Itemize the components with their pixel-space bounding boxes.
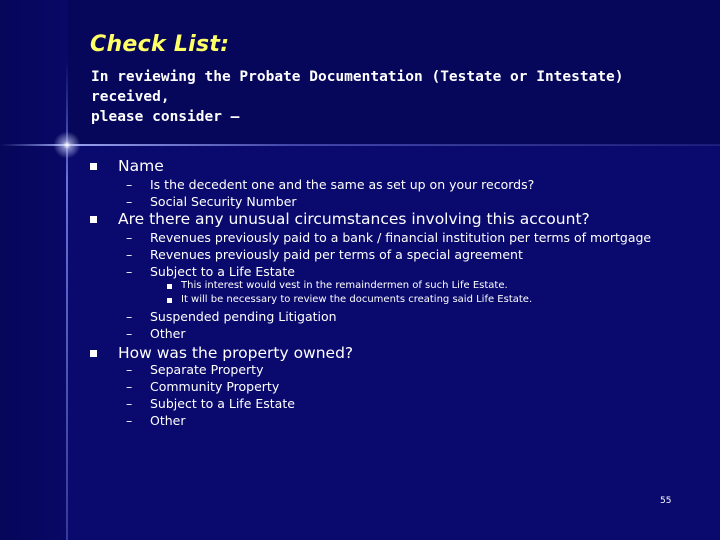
dash-marker: – (126, 413, 133, 428)
square-bullet-icon (90, 350, 97, 357)
sub-item: Subject to a Life Estate (150, 396, 295, 411)
sub-item: Revenues previously paid to a bank / financial institution per terms of mortgage (150, 230, 652, 245)
square-bullet-icon (90, 163, 97, 170)
list-item: Name (118, 157, 164, 175)
dash-marker: – (126, 396, 133, 411)
subtitle-line: In reviewing the Probate Documentation (Testate or Intestate) (91, 69, 624, 85)
dash-marker: – (126, 326, 133, 341)
dash-marker: – (126, 177, 133, 192)
dash-marker: – (126, 362, 133, 377)
page-number: 55 (660, 496, 672, 506)
sub-item: Community Property (150, 379, 280, 394)
left-band (0, 0, 68, 540)
sub-item: Suspended pending Litigation (150, 309, 337, 324)
sparkle-icon (51, 129, 83, 161)
subtitle-line: please consider – (91, 109, 240, 125)
nested-sub-item: This interest would vest in the remaindermen of such Life Estate. (181, 280, 508, 291)
slide-subtitle (91, 67, 701, 127)
subtitle-line: received, (91, 89, 170, 105)
sub-item: Is the decedent one and the same as set up on your records? (150, 177, 535, 192)
sub-item: Subject to a Life Estate (150, 264, 295, 279)
sub-item: Social Security Number (150, 194, 297, 209)
dash-marker: – (126, 194, 133, 209)
square-bullet-icon (90, 216, 97, 223)
dash-marker: – (126, 379, 133, 394)
dash-marker: – (126, 230, 133, 245)
list-item: How was the property owned? (118, 344, 354, 362)
sub-item: Revenues previously paid per terms of a special agreement (150, 247, 523, 262)
slide-title: Check List: (90, 32, 230, 57)
square-bullet-icon (167, 298, 172, 303)
list-item: Are there any unusual circumstances involving this account? (118, 210, 590, 228)
decorative-horizontal-line (0, 144, 720, 146)
sub-item: Other (150, 413, 186, 428)
nested-sub-item: It will be necessary to review the documents creating said Life Estate. (181, 294, 533, 305)
square-bullet-icon (167, 284, 172, 289)
dash-marker: – (126, 309, 133, 324)
sub-item: Other (150, 326, 186, 341)
dash-marker: – (126, 247, 133, 262)
dash-marker: – (126, 264, 133, 279)
sub-item: Separate Property (150, 362, 264, 377)
